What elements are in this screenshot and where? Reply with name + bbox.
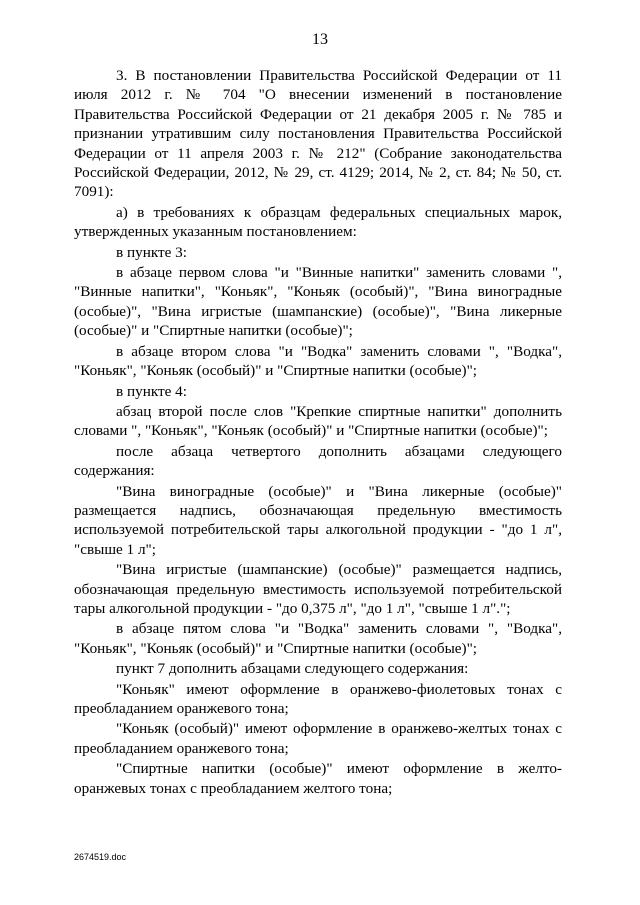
paragraph-wines-grape-liqueur: "Вина виноградные (особые)" и "Вина ликерные (особые)" размещается надпись, обозначающая предельную вместимость используемой потребительской тары алкогольной продукции - "до 1 л", "свыше 1 л";: [74, 482, 562, 558]
paragraph-3-intro: 3. В постановлении Правительства Российской Федерации от 11 июля 2012 г. № 704 "О внесении изменений в постановление Правительства Российской Федерации от 21 декабря 2005 г. № 785 и признании утратившим силу постановления Правительства Российской Федерации от 11 апреля 2003 г. № 212" (Собрание законодательства Российской Федерации, 2012, № 29, ст. 4129; 2014, № 2, ст. 84; № 50, ст. 7091):: [74, 67, 562, 201]
paragraph-clause-4: в пункте 4:: [116, 382, 187, 400]
paragraph-a: а) в требованиях к образцам федеральных специальных марок, утвержденных указанным постановлением:: [74, 203, 562, 241]
paragraph-clause-7: пункт 7 дополнить абзацами следующего содержания:: [116, 660, 469, 678]
paragraph-clause-3: в пункте 3:: [116, 243, 187, 261]
paragraph-wines-sparkling: "Вина игристые (шампанские) (особые)" размещается надпись, обозначающая предельную вместимость используемой потребительской тары алкогольной продукции - "до 0,375 л", "до 1 л", "свыше 1 л".";: [74, 561, 562, 617]
paragraph-fifth-abzats: в абзаце пятом слова "и "Водка" заменить словами ", "Водка", "Коньяк", "Коньяк (особый)" и "Спиртные напитки (особые)";: [74, 620, 562, 657]
page-number: 13: [312, 31, 328, 48]
footer-doc-id: 2674519.doc: [74, 852, 127, 862]
paragraph-cognac: "Коньяк" имеют оформление в оранжево-фиолетовых тонах с преобладанием оранжевого тона;: [74, 680, 562, 717]
paragraph-abzats-two-after: абзац второй после слов "Крепкие спиртные напитки" дополнить словами ", "Коньяк", "Коньяк (особый)" и "Спиртные напитки (особые)";: [74, 402, 562, 440]
paragraph-after-fourth: после абзаца четвертого дополнить абзацами следующего содержания:: [74, 442, 562, 480]
document-body: [74, 66, 562, 799]
paragraph-second-abzats: в абзаце втором слова "и "Водка" заменить словами ", "Водка", "Коньяк", "Коньяк (особый)" и "Спиртные напитки (особые)";: [74, 342, 562, 380]
paragraph-spirits-special: "Спиртные напитки (особые)" имеют оформление в желто-оранжевых тонах с преобладанием желтого тона;: [74, 760, 562, 797]
paragraph-cognac-special: "Коньяк (особый)" имеют оформление в оранжево-желтых тонах с преобладанием оранжевого тона;: [74, 720, 562, 757]
paragraph-first-abzats: в абзаце первом слова "и "Винные напитки" заменить словами ", "Винные напитки", "Коньяк", "Коньяк (особый)", "Вина виноградные (особые)", "Вина игристые (шампанские) (особые)", "Вина ликерные (особые)" и "Спиртные напитки (особые)";: [74, 264, 562, 340]
